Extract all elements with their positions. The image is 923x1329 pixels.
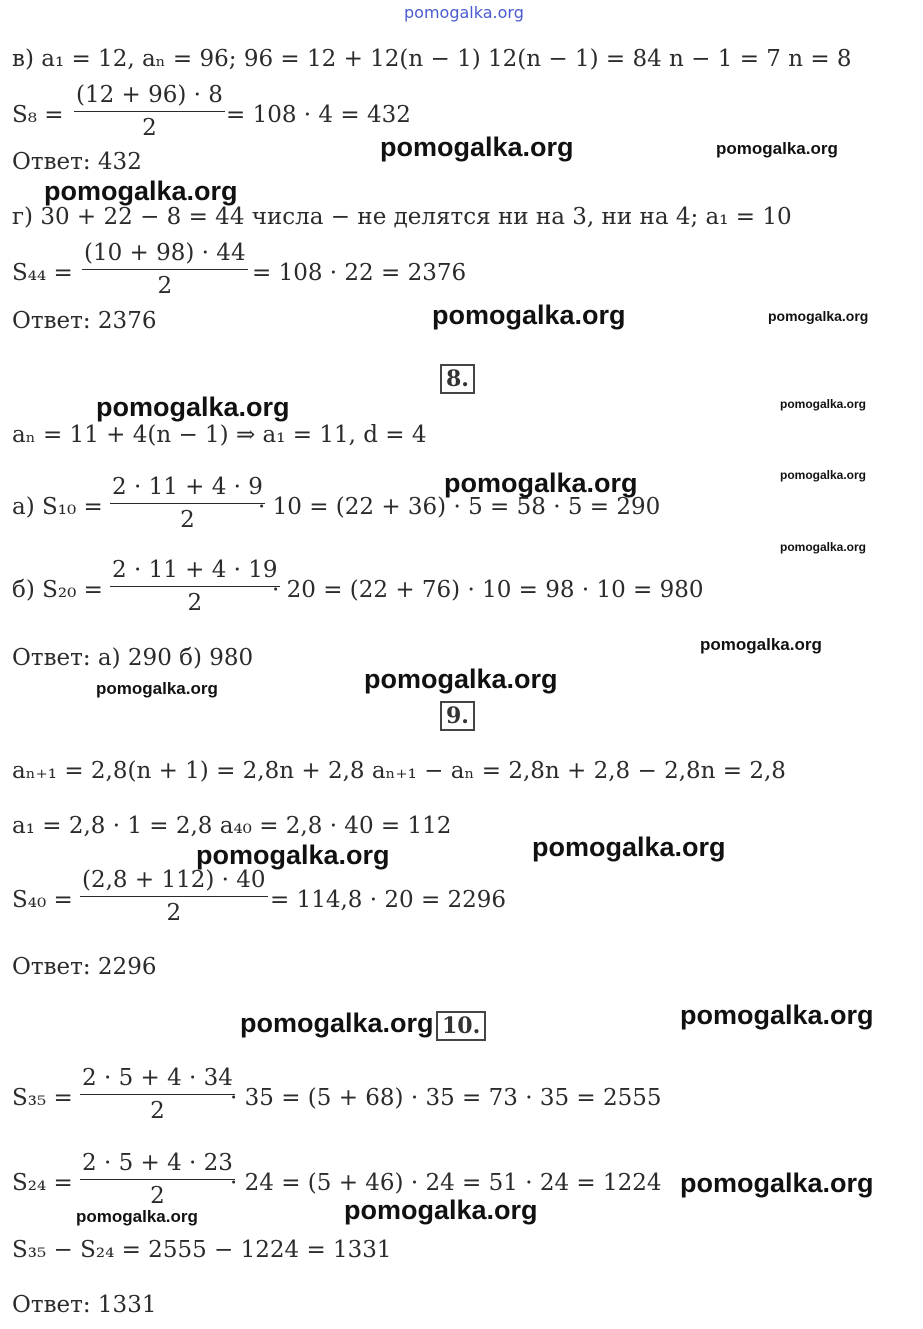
answer-line: Ответ: а) 290 б) 980 <box>12 645 254 671</box>
fraction-numerator: (12 + 96) · 8 <box>74 82 225 112</box>
equation-rhs: · 24 = (5 + 46) · 24 = 51 · 24 = 1224 <box>230 1170 662 1196</box>
equation-line: S₃₅ − S₂₄ = 2555 − 1224 = 1331 <box>12 1237 392 1263</box>
equation-lhs: S₄₄ = <box>12 260 73 286</box>
problem-number: 10. <box>436 1011 486 1041</box>
equation-line: в) a₁ = 12, aₙ = 96; 96 = 12 + 12(n − 1) 12(n − 1) = 84 n − 1 = 7 n = 8 <box>12 46 852 72</box>
fraction-denominator: 2 <box>150 1183 165 1209</box>
watermark: pomogalka.org <box>240 1008 434 1038</box>
equation-rhs: = 108 · 4 = 432 <box>226 102 411 128</box>
fraction-numerator: 2 · 5 + 4 · 34 <box>80 1065 235 1095</box>
equation-lhs: S₂₄ = <box>12 1170 73 1196</box>
fraction <box>80 1065 235 1124</box>
answer-line: Ответ: 2376 <box>12 308 157 334</box>
answer-line: Ответ: 2296 <box>12 954 157 980</box>
equation-rhs: · 20 = (22 + 76) · 10 = 98 · 10 = 980 <box>272 577 704 603</box>
watermark: pomogalka.org <box>780 540 867 554</box>
watermark: pomogalka.org <box>76 1207 198 1226</box>
watermark: pomogalka.org <box>344 1195 538 1225</box>
watermark: pomogalka.org <box>380 132 574 162</box>
watermark: pomogalka.org <box>96 392 290 422</box>
fraction-denominator: 2 <box>166 900 182 926</box>
equation-lhs: б) S₂₀ = <box>12 577 103 603</box>
equation-rhs: · 10 = (22 + 36) · 5 = 58 · 5 = 290 <box>258 494 661 520</box>
equation-rhs: = 108 · 22 = 2376 <box>252 260 467 286</box>
watermark: pomogalka.org <box>780 397 867 411</box>
fraction <box>110 474 265 533</box>
equation-lhs: а) S₁₀ = <box>12 494 103 520</box>
equation-line: г) 30 + 22 − 8 = 44 числа − не делятся ни на 3, ни на 4; a₁ = 10 <box>12 204 792 230</box>
watermark: pomogalka.org <box>364 664 558 694</box>
fraction <box>80 1150 235 1209</box>
equation-line: aₙ₊₁ = 2,8(n + 1) = 2,8n + 2,8 aₙ₊₁ − aₙ = 2,8n + 2,8 − 2,8n = 2,8 <box>12 758 786 784</box>
watermark: pomogalka.org <box>700 635 822 654</box>
problem-number: 9. <box>440 701 475 731</box>
watermark: pomogalka.org <box>444 468 638 498</box>
problem-number: 8. <box>440 364 475 394</box>
watermark: pomogalka.org <box>680 1000 874 1030</box>
equation-rhs: · 35 = (5 + 68) · 35 = 73 · 35 = 2555 <box>230 1085 662 1111</box>
answer-line: Ответ: 432 <box>12 149 142 175</box>
watermark: pomogalka.org <box>96 679 218 698</box>
watermark-top: pomogalka.org <box>404 3 524 22</box>
equation-rhs: = 114,8 · 20 = 2296 <box>270 887 507 913</box>
fraction-denominator: 2 <box>157 273 173 299</box>
fraction <box>110 557 280 616</box>
watermark: pomogalka.org <box>532 832 726 862</box>
fraction-denominator: 2 <box>187 590 203 616</box>
fraction-numerator: 2 · 5 + 4 · 23 <box>80 1150 235 1180</box>
equation-line: aₙ = 11 + 4(n − 1) ⇒ a₁ = 11, d = 4 <box>12 422 427 448</box>
fraction-denominator: 2 <box>150 1098 165 1124</box>
answer-line: Ответ: 1331 <box>12 1292 157 1318</box>
watermark: pomogalka.org <box>680 1168 874 1198</box>
fraction <box>80 867 268 926</box>
equation-lhs: S₈ = <box>12 102 64 128</box>
watermark: pomogalka.org <box>780 468 867 482</box>
fraction-numerator: 2 · 11 + 4 · 19 <box>110 557 280 587</box>
watermark: pomogalka.org <box>432 300 626 330</box>
fraction-denominator: 2 <box>180 507 195 533</box>
equation-lhs: S₄₀ = <box>12 887 73 913</box>
watermark: pomogalka.org <box>44 176 238 206</box>
fraction-numerator: 2 · 11 + 4 · 9 <box>110 474 265 504</box>
fraction-numerator: (2,8 + 112) · 40 <box>80 867 268 897</box>
fraction <box>82 240 248 299</box>
watermark: pomogalka.org <box>716 139 838 158</box>
watermark: pomogalka.org <box>196 840 390 870</box>
equation-lhs: S₃₅ = <box>12 1085 73 1111</box>
fraction-numerator: (10 + 98) · 44 <box>82 240 248 270</box>
fraction-denominator: 2 <box>142 115 157 141</box>
fraction <box>74 82 225 141</box>
watermark: pomogalka.org <box>768 308 869 324</box>
equation-line: a₁ = 2,8 · 1 = 2,8 a₄₀ = 2,8 · 40 = 112 <box>12 813 452 839</box>
